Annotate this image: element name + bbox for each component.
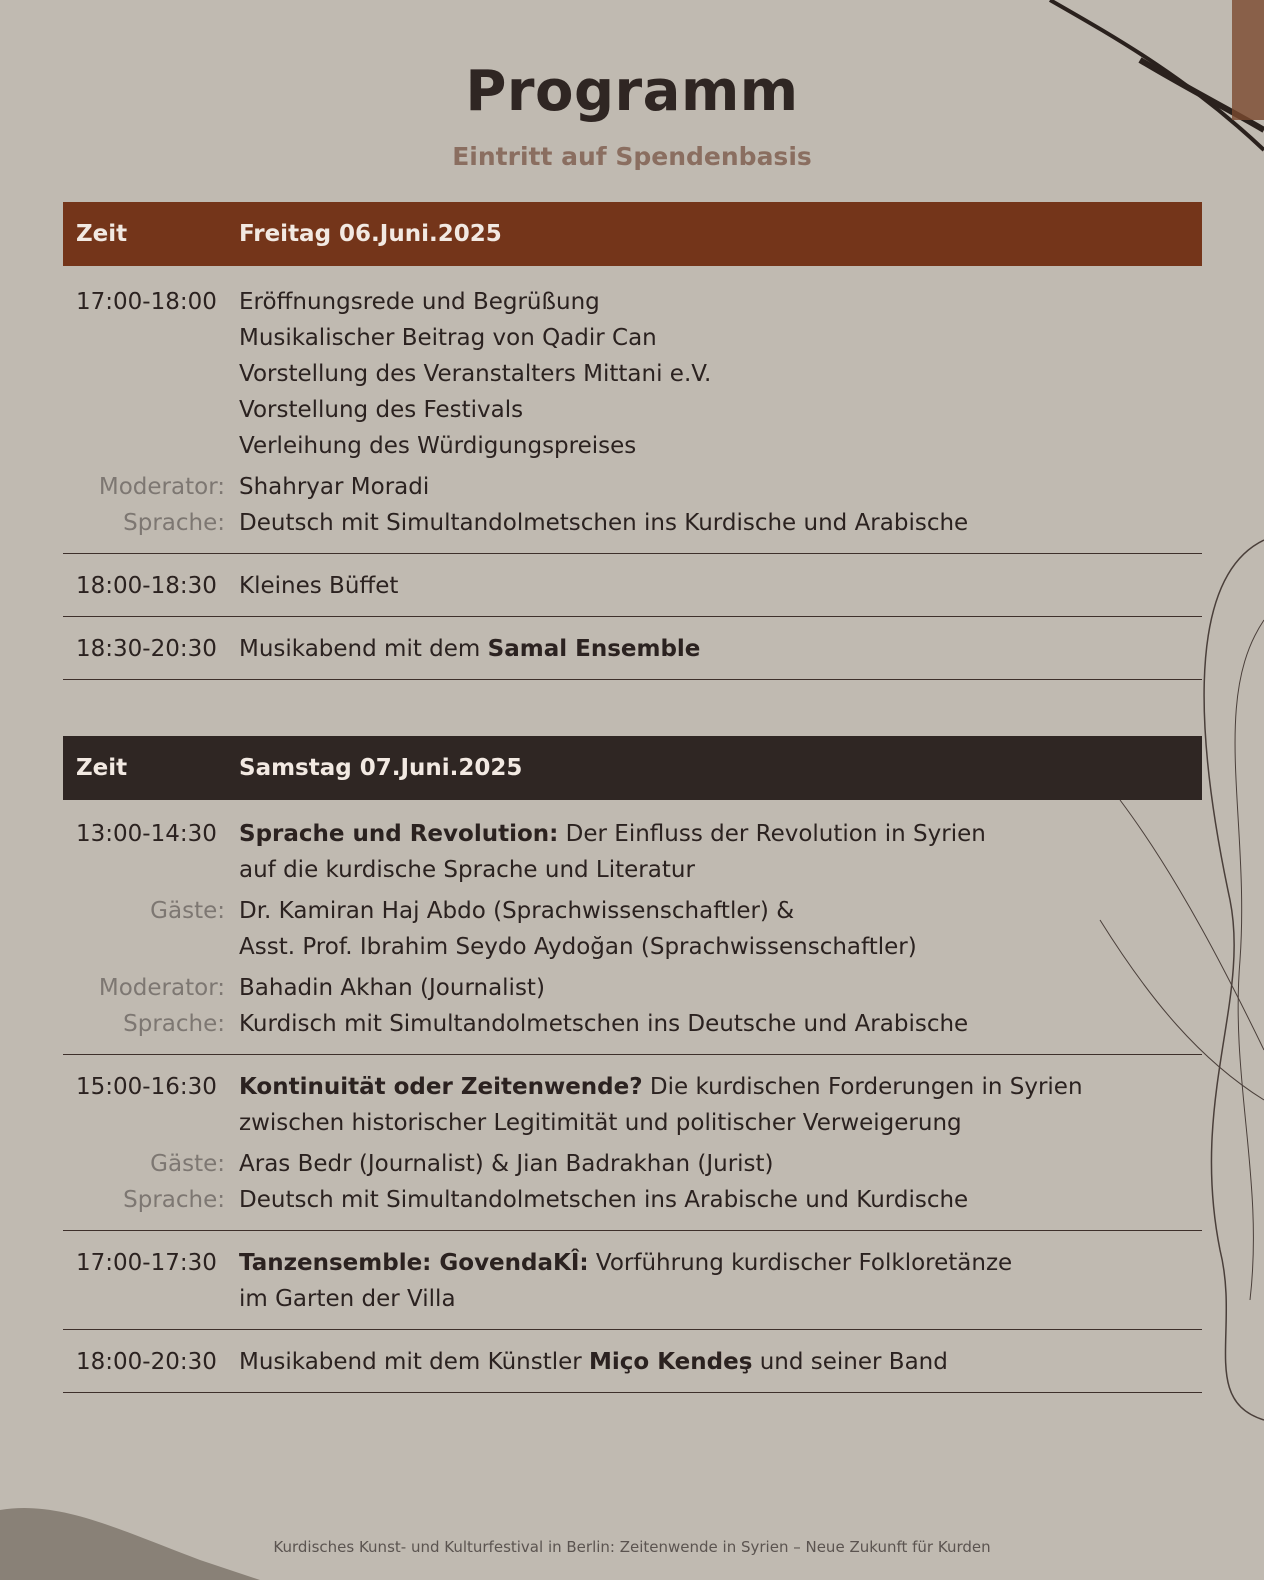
table-row	[63, 1055, 1202, 1231]
page-header	[0, 59, 1264, 171]
day1-header-row	[63, 202, 1202, 266]
program-item-cont: auf die kurdische Sprache und Literatur	[239, 857, 695, 883]
sprache-value: Deutsch mit Simultandolmetschen ins Kurdische und Arabische	[239, 510, 969, 536]
gaeste-label: Gäste:	[150, 898, 225, 924]
program-item: Vorstellung des Festivals	[239, 397, 524, 423]
moderator-label: Moderator:	[98, 474, 225, 500]
performer-name: Samal Ensemble	[487, 636, 701, 662]
item-text: Vorführung kurdischer Folkloretänze	[588, 1250, 1013, 1276]
item-title: Kontinuität oder Zeitenwende?	[239, 1074, 643, 1100]
time-slot: 17:00-18:00	[76, 289, 217, 315]
gaeste-value: Asst. Prof. Ibrahim Seydo Aydoğan (Sprachwissenschaftler)	[239, 934, 917, 960]
program-item: Musikalischer Beitrag von Qadir Can	[239, 325, 657, 351]
item-text: Die kurdischen Forderungen in Syrien	[642, 1074, 1083, 1100]
moderator-value: Bahadin Akhan (Journalist)	[239, 975, 545, 1001]
sprache-label: Sprache:	[123, 1011, 225, 1037]
program-item: Vorstellung des Veranstalters Mittani e.V.	[239, 361, 712, 387]
item-title: Sprache und Revolution:	[239, 821, 559, 847]
item-text: Musikabend mit dem Künstler	[239, 1349, 590, 1375]
item-title: Tanzensemble: GovendaKÎ:	[239, 1250, 589, 1276]
sprache-value: Kurdisch mit Simultandolmetschen ins Deutsche und Arabische	[239, 1011, 969, 1037]
day2-date: Samstag 07.Juni.2025	[239, 755, 523, 781]
table-row	[63, 266, 1202, 554]
sprache-label: Sprache:	[123, 510, 225, 536]
moderator-label: Moderator:	[98, 975, 225, 1001]
day1-schedule-table	[63, 202, 1202, 680]
time-slot: 18:30-20:30	[76, 636, 217, 662]
table-row	[63, 1231, 1202, 1330]
day1-col-time: Zeit	[76, 221, 128, 247]
item-text-after: und seiner Band	[752, 1349, 948, 1375]
day1-date: Freitag 06.Juni.2025	[239, 221, 502, 247]
item-text: Musikabend mit dem	[239, 636, 488, 662]
sprache-label: Sprache:	[123, 1187, 225, 1213]
table-row	[63, 800, 1202, 1055]
time-slot: 17:00-17:30	[76, 1250, 217, 1276]
time-slot: 15:00-16:30	[76, 1074, 217, 1100]
day2-schedule-table	[63, 736, 1202, 1393]
gaeste-label: Gäste:	[150, 1151, 225, 1177]
table-row	[63, 617, 1202, 680]
program-item: Verleihung des Würdigungspreises	[239, 433, 637, 459]
moderator-value: Shahryar Moradi	[239, 474, 430, 500]
time-slot: 18:00-20:30	[76, 1349, 217, 1375]
gaeste-value: Aras Bedr (Journalist) & Jian Badrakhan (Jurist)	[239, 1151, 774, 1177]
program-item	[239, 631, 1202, 667]
day2-col-time: Zeit	[76, 755, 128, 781]
gaeste-value: Dr. Kamiran Haj Abdo (Sprachwissenschaftler) &	[239, 898, 795, 924]
footer-text: Kurdisches Kunst- und Kulturfestival in Berlin: Zeitenwende in Syrien – Neue Zukunft für Kurden	[273, 1538, 991, 1556]
page-title: Programm	[465, 59, 799, 124]
program-item	[239, 1069, 1202, 1105]
sprache-value: Deutsch mit Simultandolmetschen ins Arabische und Kurdische	[239, 1187, 969, 1213]
item-text: Der Einfluss der Revolution in Syrien	[558, 821, 986, 847]
program-item-cont: im Garten der Villa	[239, 1286, 456, 1312]
time-slot: 18:00-18:30	[76, 573, 217, 599]
program-item	[239, 1344, 1202, 1380]
program-item	[239, 1245, 1202, 1281]
program-item: Eröffnungsrede und Begrüßung	[239, 289, 600, 315]
program-item: Kleines Büffet	[239, 573, 399, 599]
table-row	[63, 554, 1202, 617]
performer-name: Miço Kendeş	[589, 1349, 753, 1375]
page-subtitle: Eintritt auf Spendenbasis	[452, 142, 812, 171]
program-item-cont: zwischen historischer Legitimität und politischer Verweigerung	[239, 1110, 962, 1136]
time-slot: 13:00-14:30	[76, 821, 217, 847]
day2-header-row	[63, 736, 1202, 800]
table-row	[63, 1330, 1202, 1393]
program-item	[239, 816, 1202, 852]
